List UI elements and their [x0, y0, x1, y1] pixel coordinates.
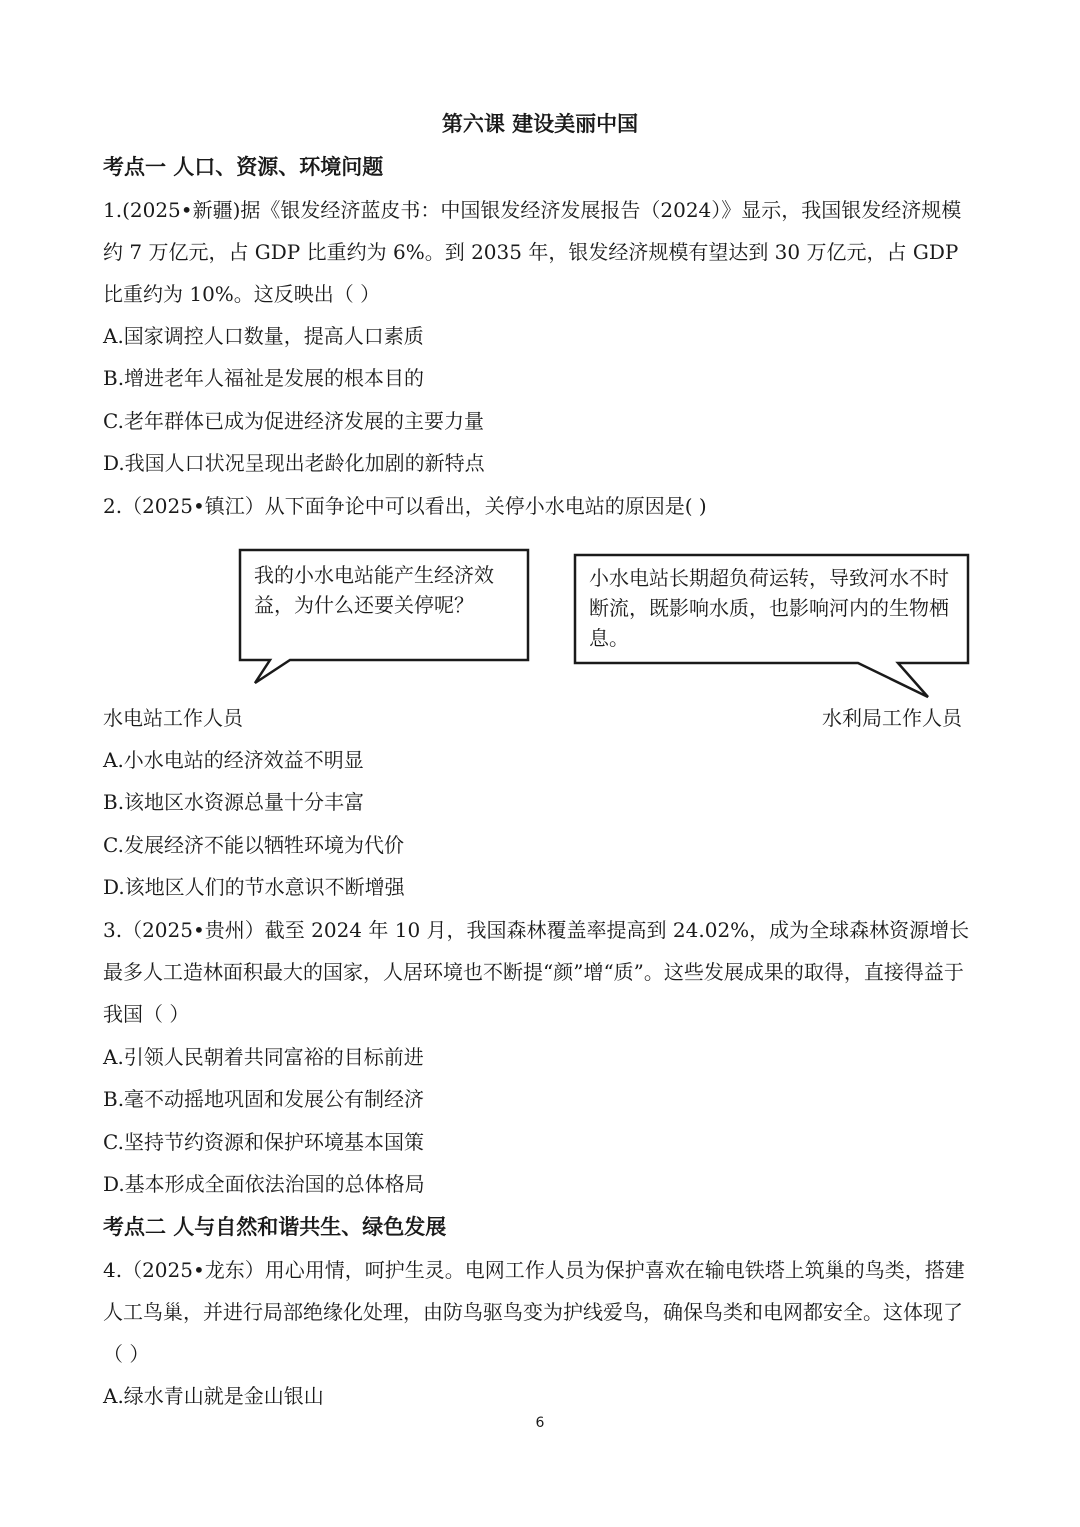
question-4-stem: 4.（2025•龙东）用心用情，呵护生灵。电网工作人员为保护喜欢在输电铁塔上筑巢的鸟类，搭建人工鸟巢，并进行局部绝缘化处理，由防鸟驱鸟变为护线爱鸟，确保鸟类和电网都安全。这体现了（ ）: [103, 1258, 965, 1366]
question-3-option-a: A.引领人民朝着共同富裕的目标前进: [103, 1045, 424, 1069]
question-1-option-d: D.我国人口状况呈现出老龄化加剧的新特点: [103, 451, 485, 475]
question-2-stem: 2.（2025•镇江）从下面争论中可以看出，关停小水电站的原因是( ): [103, 494, 707, 518]
question-3-stem: 3.（2025•贵州）截至 2024 年 10 月，我国森林覆盖率提高到 24.02%，成为全球森林资源增长最多人工造林面积最大的国家，人居环境也不断提“颜”增“质”。这些发展成果的取得，直接得益于我国（ ）: [103, 918, 970, 1026]
question-2-option-d: D.该地区人们的节水意识不断增强: [103, 875, 405, 899]
question-4-option-a: A.绿水青山就是金山银山: [103, 1384, 324, 1408]
speaker-label-left: 水电站工作人员: [103, 706, 243, 730]
speech-bubble-left-text: 我的小水电站能产生经济效益，为什么还要关停呢？: [254, 563, 494, 617]
question-2-option-b: B.该地区水资源总量十分丰富: [103, 790, 365, 814]
speaker-label-right: 水利局工作人员: [822, 706, 962, 730]
question-2-option-c: C.发展经济不能以牺牲环境为代价: [103, 833, 404, 857]
page-number: 6: [535, 1415, 545, 1431]
question-1-option-b: B.增进老年人福祉是发展的根本目的: [103, 366, 425, 390]
question-3-option-c: C.坚持节约资源和保护环境基本国策: [103, 1130, 424, 1154]
question-1-option-c: C.老年群体已成为促进经济发展的主要力量: [103, 409, 484, 433]
question-3-option-b: B.毫不动摇地巩固和发展公有制经济: [103, 1087, 425, 1111]
question-1-option-a: A.国家调控人口数量，提高人口素质: [103, 324, 424, 348]
lesson-title: 第六课 建设美丽中国: [441, 112, 639, 136]
section-title-1: 考点一 人口、资源、环境问题: [103, 155, 384, 179]
question-2-option-a: A.小水电站的经济效益不明显: [103, 748, 364, 772]
speech-bubble-right-text: 小水电站长期超负荷运转，导致河水不时断流，既影响水质，也影响河内的生物栖息。: [589, 566, 949, 650]
question-1-stem: 1.(2025•新疆)据《银发经济蓝皮书：中国银发经济发展报告（2024）》显示，我国银发经济规模约 7 万亿元，占 GDP 比重约为 6%。到 2035 年，银发经济规模有望达到 30 万亿元，占 GDP 比重约为 10%。这反映出（ ）: [103, 198, 962, 306]
section-title-2: 考点二 人与自然和谐共生、绿色发展: [103, 1215, 447, 1239]
question-3-option-d: D.基本形成全面依法治国的总体格局: [103, 1172, 425, 1196]
